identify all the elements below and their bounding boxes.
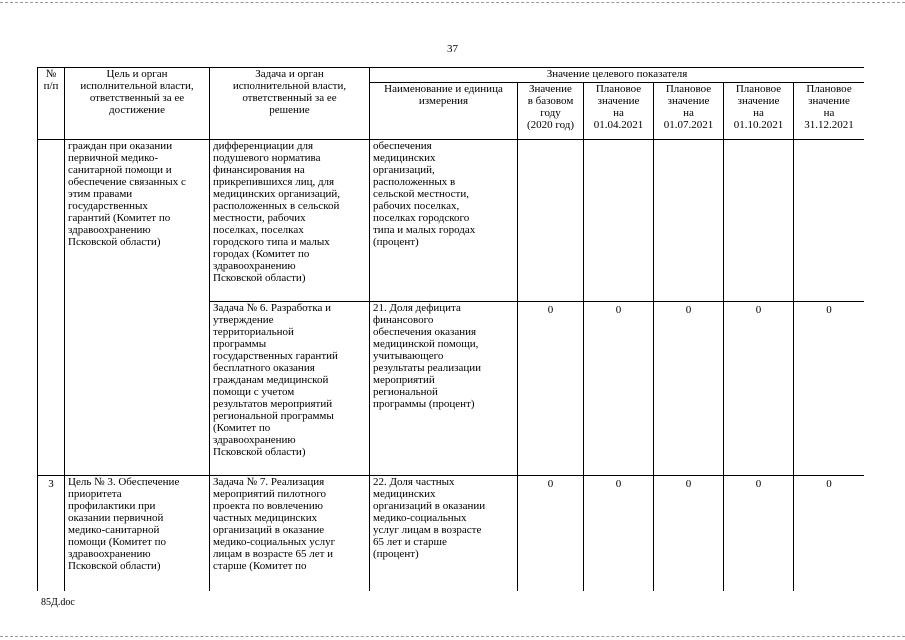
header-base-value: Значение в базовом году (2020 год) bbox=[518, 83, 584, 140]
indicator-table bbox=[37, 67, 864, 591]
header-row-1 bbox=[38, 68, 865, 83]
planned-q2-cell bbox=[654, 140, 724, 302]
planned-q1-cell: 0 bbox=[584, 302, 654, 476]
task-cell: Задача № 7. Реализация мероприятий пилотного проекта по вовлечению частных медицинских организаций в оказание медико-социальных услуг лицам в возрасте 65 лет и старше (Комитет по bbox=[210, 476, 370, 592]
goal-cell: граждан при оказании первичной медико- санитарной помощи и обеспечение связанных с этим правами государственных гарантий (Комитет по здравоохранению Псковской области) bbox=[65, 140, 210, 476]
planned-q2-cell: 0 bbox=[654, 476, 724, 592]
indicator-table-wrapper bbox=[37, 67, 864, 591]
planned-q4-cell: 0 bbox=[794, 476, 865, 592]
planned-q3-cell: 0 bbox=[724, 302, 794, 476]
header-planned-q1: Плановое значение на 01.04.2021 bbox=[584, 83, 654, 140]
goal-cell: Цель № 3. Обеспечение приоритета профилактики при оказании первичной медико-санитарной помощи (Комитет по здравоохранению Псковской области) bbox=[65, 476, 210, 592]
indicator-name-cell: обеспечения медицинских организаций, расположенных в сельской местности, рабочих поселках, поселках городского типа и малых городах (процент) bbox=[370, 140, 518, 302]
page-bottom-edge bbox=[0, 636, 905, 637]
planned-q2-cell: 0 bbox=[654, 302, 724, 476]
header-indicator-group: Значение целевого показателя bbox=[370, 68, 865, 83]
header-num: № п/п bbox=[38, 68, 65, 140]
header-planned-q4: Плановое значение на 31.12.2021 bbox=[794, 83, 865, 140]
page-top-edge bbox=[0, 2, 905, 3]
planned-q3-cell bbox=[724, 140, 794, 302]
header-indicator-name: Наименование и единица измерения bbox=[370, 83, 518, 140]
row-number: 3 bbox=[38, 476, 65, 592]
indicator-name-cell: 21. Доля дефицита финансового обеспечения оказания медицинской помощи, учитывающего результаты реализации мероприятий региональной программы (процент) bbox=[370, 302, 518, 476]
header-task: Задача и орган исполнительной власти, ответственный за ее решение bbox=[210, 68, 370, 140]
row-number bbox=[38, 140, 65, 476]
page-number: 37 bbox=[447, 43, 458, 55]
planned-q1-cell bbox=[584, 140, 654, 302]
planned-q4-cell bbox=[794, 140, 865, 302]
footer-filename: 85Д.doc bbox=[41, 597, 75, 608]
table-row bbox=[38, 476, 865, 592]
base-value-cell: 0 bbox=[518, 302, 584, 476]
header-planned-q2: Плановое значение на 01.07.2021 bbox=[654, 83, 724, 140]
base-value-cell: 0 bbox=[518, 476, 584, 592]
planned-q4-cell: 0 bbox=[794, 302, 865, 476]
planned-q1-cell: 0 bbox=[584, 476, 654, 592]
table-row bbox=[38, 140, 865, 302]
planned-q3-cell: 0 bbox=[724, 476, 794, 592]
task-cell: Задача № 6. Разработка и утверждение территориальной программы государственных гарантий бесплатного оказания гражданам медицинской помощи с учетом результатов мероприятий региональной программы (Комитет по здравоохранению Псковской области) bbox=[210, 302, 370, 476]
indicator-name-cell: 22. Доля частных медицинских организаций в оказании медико-социальных услуг лицам в возрасте 65 лет и старше (процент) bbox=[370, 476, 518, 592]
task-cell: дифференциации для подушевого норматива финансирования на прикрепившихся лиц, для медицинских организаций, расположенных в сельской местности, рабочих поселках, поселках городского типа и малых городах (Комитет по здравоохранению Псковской области) bbox=[210, 140, 370, 302]
header-goal: Цель и орган исполнительной власти, ответственный за ее достижение bbox=[65, 68, 210, 140]
base-value-cell bbox=[518, 140, 584, 302]
header-planned-q3: Плановое значение на 01.10.2021 bbox=[724, 83, 794, 140]
